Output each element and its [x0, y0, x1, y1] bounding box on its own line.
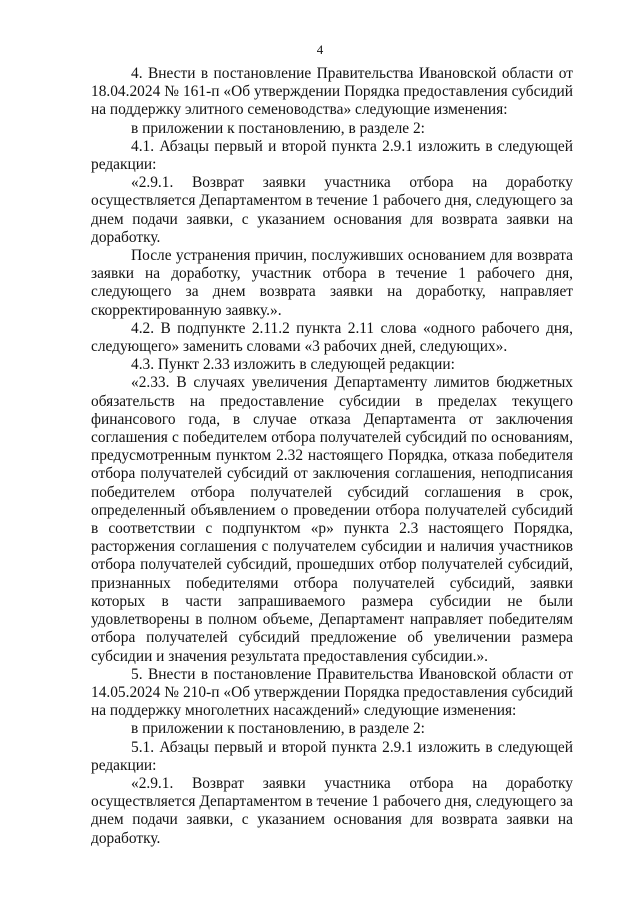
paragraph-5-1: 5.1. Абзацы первый и второй пункта 2.9.1 изложить в следующей редакции:	[91, 738, 573, 774]
paragraph-2-33: «2.33. В случаях увеличения Департаменту лимитов бюджетных обязательств на предоставление субсидии в пределах текущего финансового года, в случае отказа Департамента от заключения соглашения с победителем отбора получателей субсидий по основаниям, предусмотренным пунктом 2.32 настоящего Порядка, отказа победителя отбора получателей субсидий от заключения соглашения, неподписания победителем отбора получателей субсидий соглашения в срок, определенный объявлением о проведении отбора получателей субсидий в соответствии с подпунктом «р» пункта 2.3 настоящего Порядка, расторжения соглашения с получателем субсидии и наличия участников отбора получателей субсидий, прошедших отбор получателей субсидий, признанных победителями отбора получателей субсидий, заявки которых в части запрашиваемого размера субсидии не были удовлетворены в полном объеме, Департамент направляет победителям отбора получателей субсидий предложение об увеличении размера субсидии и значения результата предоставления субсидии.».	[91, 374, 573, 665]
paragraph-2-9-1-second: После устранения причин, послуживших основанием для возврата заявки на доработку, участник отбора в течение 1 рабочего дня, следующего за днем возврата заявки на доработку, направляет скорректированную заявку.».	[91, 247, 573, 319]
paragraph-2-9-1-first: «2.9.1. Возврат заявки участника отбора на доработку осуществляется Департаментом в течение 1 рабочего дня, следующего за днем подачи заявки, с указанием основания для возврата заявки на доработку.	[91, 174, 573, 246]
paragraph-5-2-9-1-first: «2.9.1. Возврат заявки участника отбора на доработку осуществляется Департаментом в течение 1 рабочего дня, следующего за днем подачи заявки, с указанием основания для возврата заявки на доработку.	[91, 774, 573, 847]
paragraph-4-2: 4.2. В подпункте 2.11.2 пункта 2.11 слова «одного рабочего дня, следующего» заменить словами «3 рабочих дней, следующих».	[91, 319, 573, 356]
paragraph-4-appendix: в приложении к постановлению, в разделе 2:	[131, 119, 425, 137]
paragraph-5-appendix: в приложении к постановлению, в разделе 2:	[131, 720, 425, 738]
page-number: 4	[316, 42, 324, 57]
document-body	[91, 65, 573, 848]
paragraph-5: 5. Внести в постановление Правительства Ивановской области от 14.05.2024 № 210-п «Об утверждении Порядка предоставления субсидий на поддержку многолетних насаждений» следующие изменения:	[91, 665, 573, 720]
paragraph-4-3: 4.3. Пункт 2.33 изложить в следующей редакции:	[131, 356, 455, 374]
paragraph-4-1: 4.1. Абзацы первый и второй пункта 2.9.1 изложить в следующей редакции:	[91, 137, 573, 174]
paragraph-4: 4. Внести в постановление Правительства Ивановской области от 18.04.2024 № 161-п «Об утверждении Порядка предоставления субсидий на поддержку элитного семеноводства» следующие изменения:	[91, 65, 573, 119]
